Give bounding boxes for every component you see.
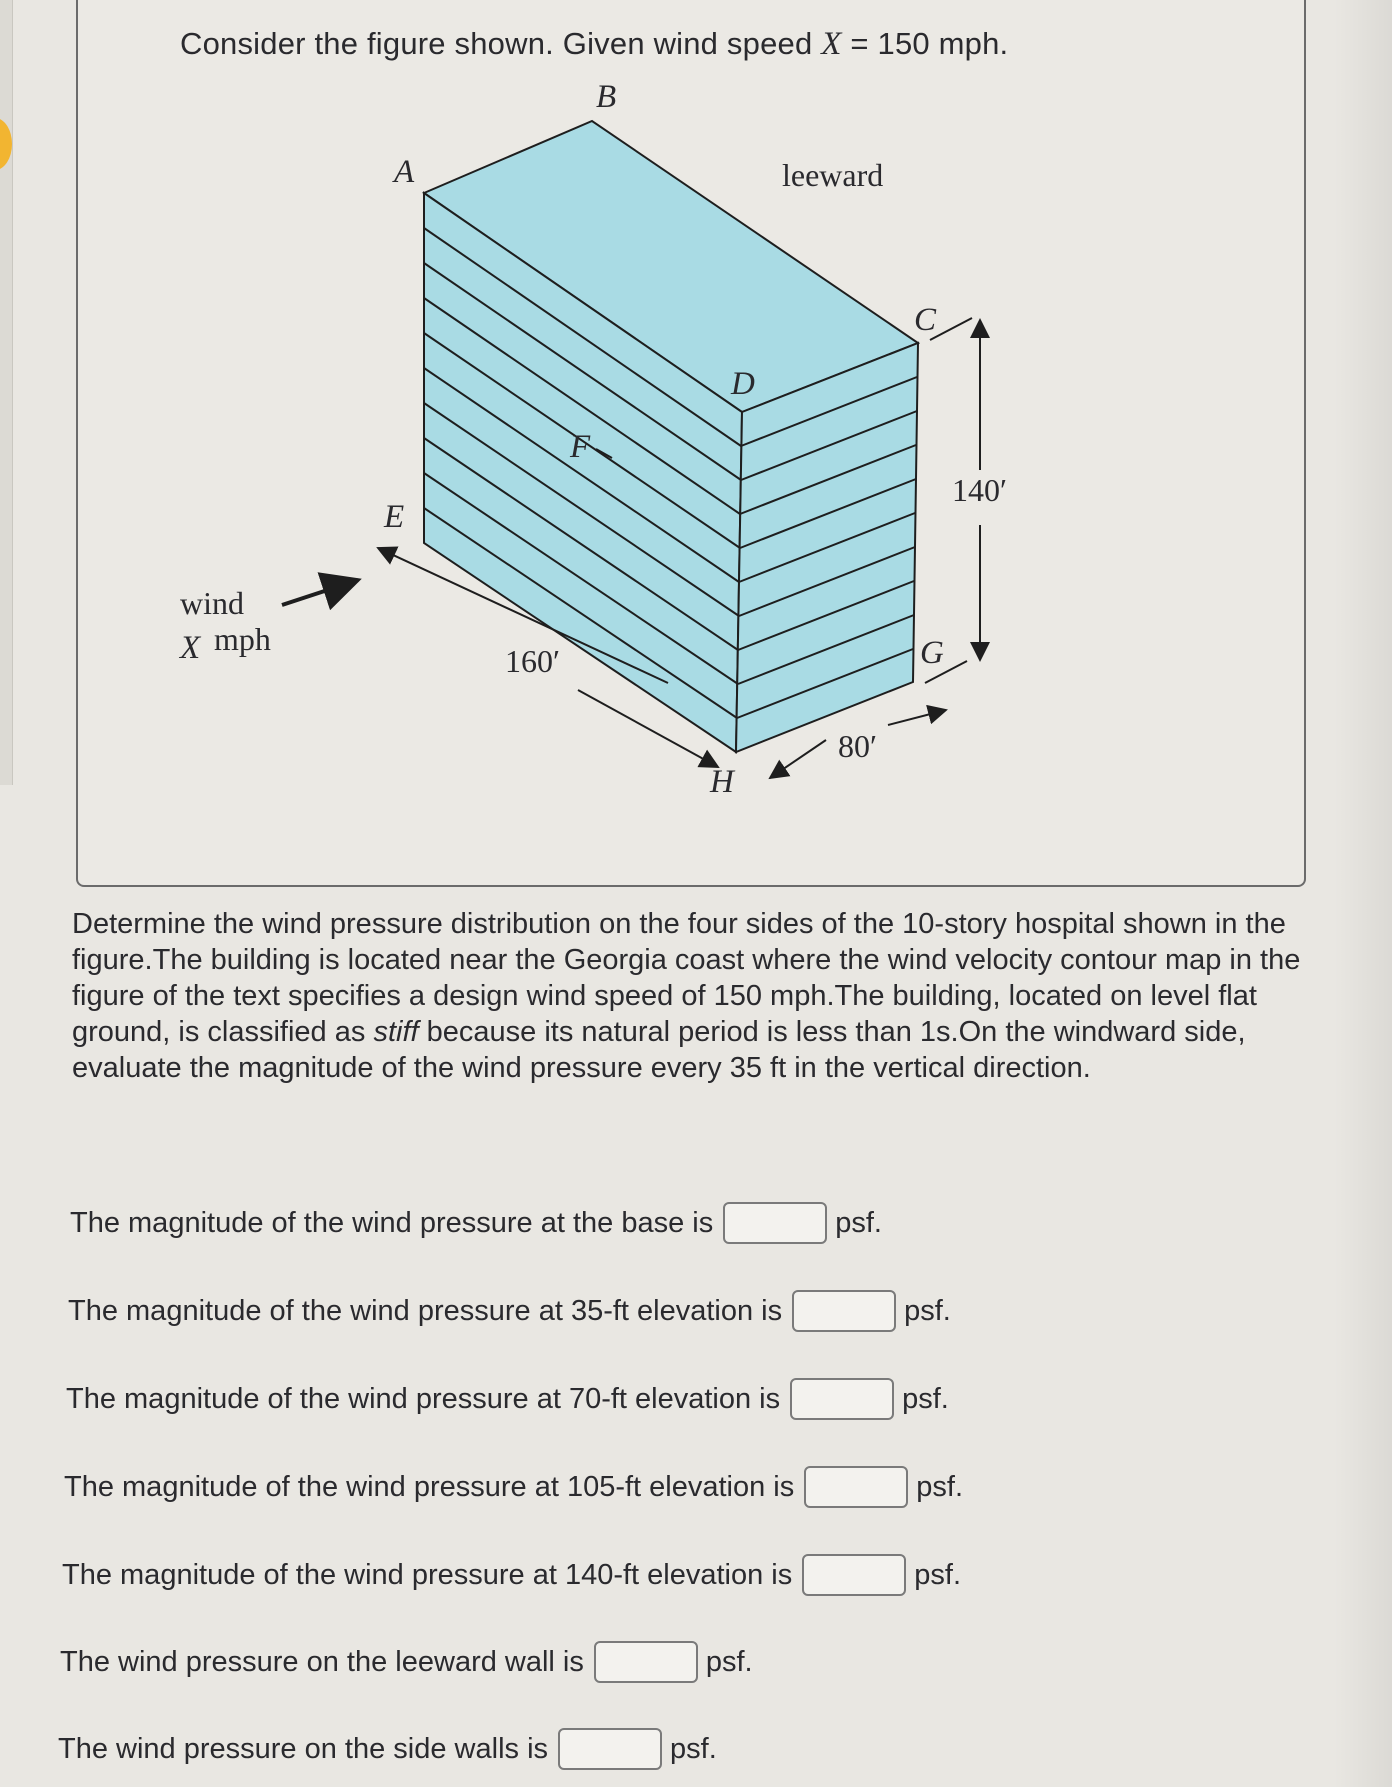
- label-c: C: [914, 302, 937, 338]
- answer-input-base[interactable]: [723, 1202, 827, 1244]
- question-text: The magnitude of the wind pressure at 70-ft elevation is: [66, 1382, 781, 1415]
- question-text: The magnitude of the wind pressure at 105-ft elevation is: [64, 1470, 795, 1503]
- label-f: F: [570, 429, 591, 465]
- unit-label: psf.: [835, 1206, 882, 1239]
- problem-emphasis: stiff: [373, 1016, 419, 1048]
- label-length: 160′: [505, 643, 560, 679]
- question-row: [62, 1554, 961, 1596]
- label-a: A: [394, 154, 415, 190]
- problem-text-part2: because its natural period is less than 1s.On the windward side, evaluate the magnitude of the wind pressure every 35 ft in the vertical direction.: [72, 1016, 1246, 1084]
- question-text: The wind pressure on the side walls is: [58, 1732, 549, 1765]
- wind-arrow: [282, 580, 358, 605]
- problem-statement: [72, 906, 1352, 1086]
- label-leeward: leeward: [782, 157, 884, 193]
- question-text: The magnitude of the wind pressure at 35-ft elevation is: [68, 1294, 783, 1327]
- width-dimension-right: [888, 710, 946, 725]
- answer-input-side-walls[interactable]: [558, 1728, 662, 1770]
- unit-label: psf.: [705, 1645, 753, 1678]
- caption-prefix: Consider the figure shown. Given wind speed: [180, 26, 822, 61]
- unit-label: psf.: [902, 1382, 949, 1415]
- label-d: D: [731, 366, 755, 402]
- question-row: [66, 1378, 949, 1420]
- answer-input-140ft[interactable]: [802, 1554, 906, 1596]
- label-wind-unit: mph: [214, 621, 271, 657]
- unit-label: psf.: [916, 1470, 964, 1503]
- answer-input-105ft[interactable]: [804, 1466, 908, 1508]
- building-diagram: [0, 0, 1392, 880]
- label-wind: wind: [180, 585, 244, 621]
- question-row: [58, 1728, 717, 1770]
- unit-label: psf.: [670, 1732, 717, 1765]
- caption-variable: X: [821, 26, 842, 62]
- label-g: G: [920, 635, 944, 671]
- caption-suffix: = 150 mph.: [841, 26, 1009, 61]
- label-h: H: [710, 764, 734, 800]
- label-wind-variable: X: [180, 630, 201, 666]
- question-row: [70, 1202, 882, 1244]
- label-e: E: [384, 499, 405, 535]
- question-row: [60, 1641, 753, 1683]
- question-text: The wind pressure on the leeward wall is: [60, 1645, 584, 1678]
- unit-label: psf.: [914, 1558, 962, 1591]
- page-shadow: [1334, 0, 1392, 1787]
- answer-input-35ft[interactable]: [792, 1290, 896, 1332]
- answer-input-leeward[interactable]: [594, 1641, 698, 1683]
- question-text: The magnitude of the wind pressure at 140-ft elevation is: [62, 1558, 793, 1591]
- answer-input-70ft[interactable]: [790, 1378, 894, 1420]
- unit-label: psf.: [904, 1294, 951, 1327]
- label-b: B: [596, 79, 617, 115]
- question-text: The magnitude of the wind pressure at the base is: [70, 1206, 714, 1239]
- width-dimension-left: [770, 740, 826, 778]
- question-row: [64, 1466, 963, 1508]
- problem-text-part1: Determine the wind pressure distribution on the four sides of the 10-story hospital shown in the figure.The building is located near the Georgia coast where the wind velocity contour map in the figure of the text specifies a design wind speed of 150 mph.The building, located on level flat ground, is classified as: [72, 908, 1301, 1048]
- label-width: 80′: [838, 728, 877, 764]
- question-row: [68, 1290, 951, 1332]
- label-height: 140′: [952, 472, 1007, 508]
